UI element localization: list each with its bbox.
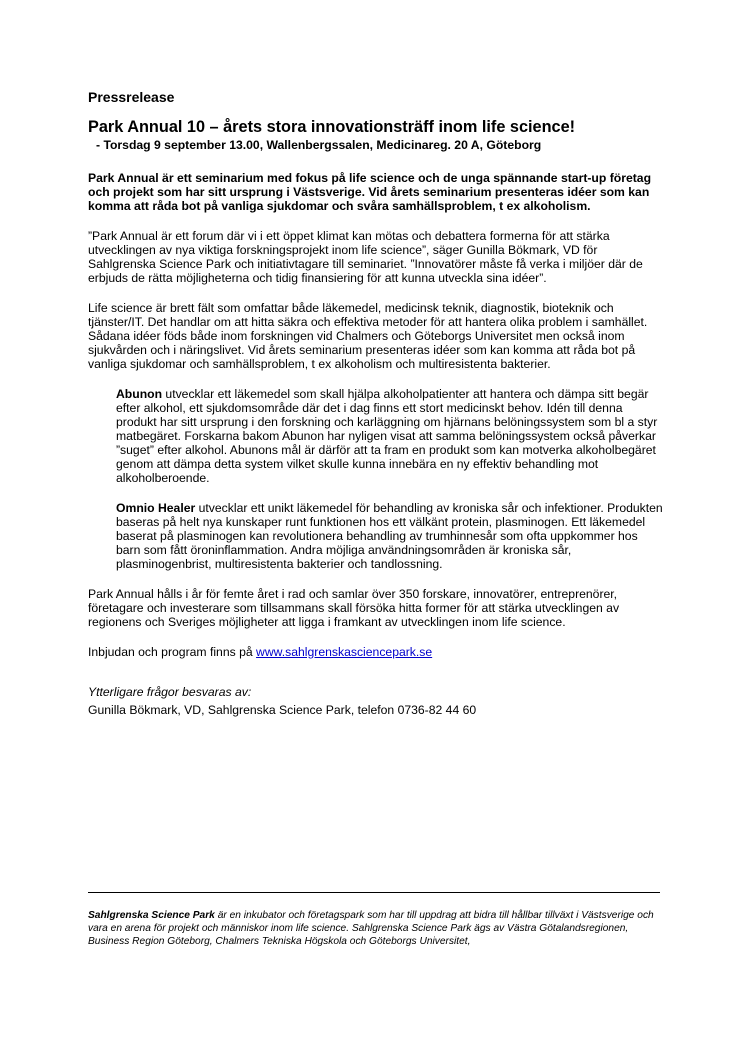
life-science-paragraph: Life science är brett fält som omfattar både läkemedel, medicinsk teknik, diagnostik, bioteknik och tjänster/IT. Det handlar om att hitta säkra och effektiva metoder för att hantera olika problem i samhället. Sådana idéer föds både inom forskningen vid Chalmers och Göteborgs Universitet men också inom sjukvården och i näringslivet. Vid årets seminarium presenteras idéer som kan komma att råda bot på vanliga sjukdomar och samhällsproblem, t ex alkoholism och multiresistenta bakterier.: [88, 301, 648, 371]
lead-paragraph: Park Annual är ett seminarium med fokus på life science och de unga spännande start-up företag och projekt som har sitt ursprung i Västsverige. Vid årets seminarium presenteras idéer som kan komma att råda bot på vanliga sjukdomar och svåra samhällsproblem, t ex alkoholism.: [88, 171, 652, 213]
contact-line: Gunilla Bökmark, VD, Sahlgrenska Science Park, telefon 0736-82 44 60: [88, 703, 477, 717]
event-subtitle: - Torsdag 9 september 13.00, Wallenbergssalen, Medicinareg. 20 A, Göteborg: [96, 138, 542, 152]
company-name: Abunon: [116, 387, 163, 401]
footer-about: [88, 909, 660, 948]
company-description: utvecklar ett unikt läkemedel för behandling av kroniska sår och infektioner. Produkten baseras på helt nya kunskaper runt funktionen hos ett välkänt protein, plasminogen. Ett läkemedel baserat på plasminogen kan revolutionera behandling av trumhinnesår som ofta uppkommer hos barn som fått öroninflammation. Andra möjliga användningsområden är kroniska sår, plasminogenbrist, multiresistenta bakterier och tandlossning.: [116, 501, 663, 571]
footer-divider: [88, 892, 660, 893]
invitation-line: [88, 645, 668, 659]
page-title: Park Annual 10 – årets stora innovationsträff inom life science!: [88, 118, 576, 136]
closing-paragraph: Park Annual hålls i år för femte året i rad och samlar över 350 forskare, innovatörer, entreprenörer, företagare och investerare som tillsammans skall försöka hitta former för att stärka utvecklingen av regionens och Sveriges möjligheter att ligga i framkant av utvecklingen inom life science.: [88, 587, 620, 629]
footer-company-name: Sahlgrenska Science Park: [88, 910, 215, 921]
company-omnio-healer: [116, 501, 664, 571]
document-label: Pressrelease: [88, 89, 175, 105]
invitation-text: Inbjudan och program finns på: [88, 645, 257, 659]
website-link[interactable]: www.sahlgrenskasciencepark.se: [256, 645, 433, 659]
company-abunon: [116, 387, 664, 485]
company-description: utvecklar ett läkemedel som skall hjälpa alkoholpatienter att hantera och dämpa sitt begär efter alkohol, ett sjukdomsområde där det i dag finns ett stort medicinskt behov. Idén till denna produkt har sitt ursprung i den forskning och karläggning om hjärnans belöningssystem som bl a styr matbegäret. Forskarna bakom Abunon har nyligen visat att samma belöningssystem också påverkar ”suget” efter alkohol. Abunons mål är därför att ta fram en produkt som kan motverka alkoholbegäret genom att dämpa detta system vilket skulle kunna innebära en ny effektiv behandling mot alkoholberoende.: [116, 387, 658, 485]
company-name: Omnio Healer: [116, 501, 196, 515]
footer-text: är en inkubator och företagspark som har till uppdrag att bidra till hållbar tillväxt i Västsverige och vara en arena för projekt och människor inom life science. Sahlgrenska Science Park ägs av Västra Götalandsregionen, Business Region Göteborg, Chalmers Tekniska Högskola och Göteborgs Universitet,: [88, 910, 654, 947]
contact-heading: Ytterligare frågor besvaras av:: [88, 685, 252, 699]
press-release-page: [88, 88, 668, 717]
quote-paragraph: ”Park Annual är ett forum där vi i ett öppet klimat kan mötas och debattera formerna för att stärka utvecklingen av nya viktiga forskningsprojekt inom life science”, säger Gunilla Bökmark, VD för Sahlgrenska Science Park och initiativtagare till seminariet. ”Innovatörer måste få verka i miljöer där de erbjuds de rätta möjligheterna och tidig finansiering för att kunna utveckla sina idéer”.: [88, 229, 643, 285]
